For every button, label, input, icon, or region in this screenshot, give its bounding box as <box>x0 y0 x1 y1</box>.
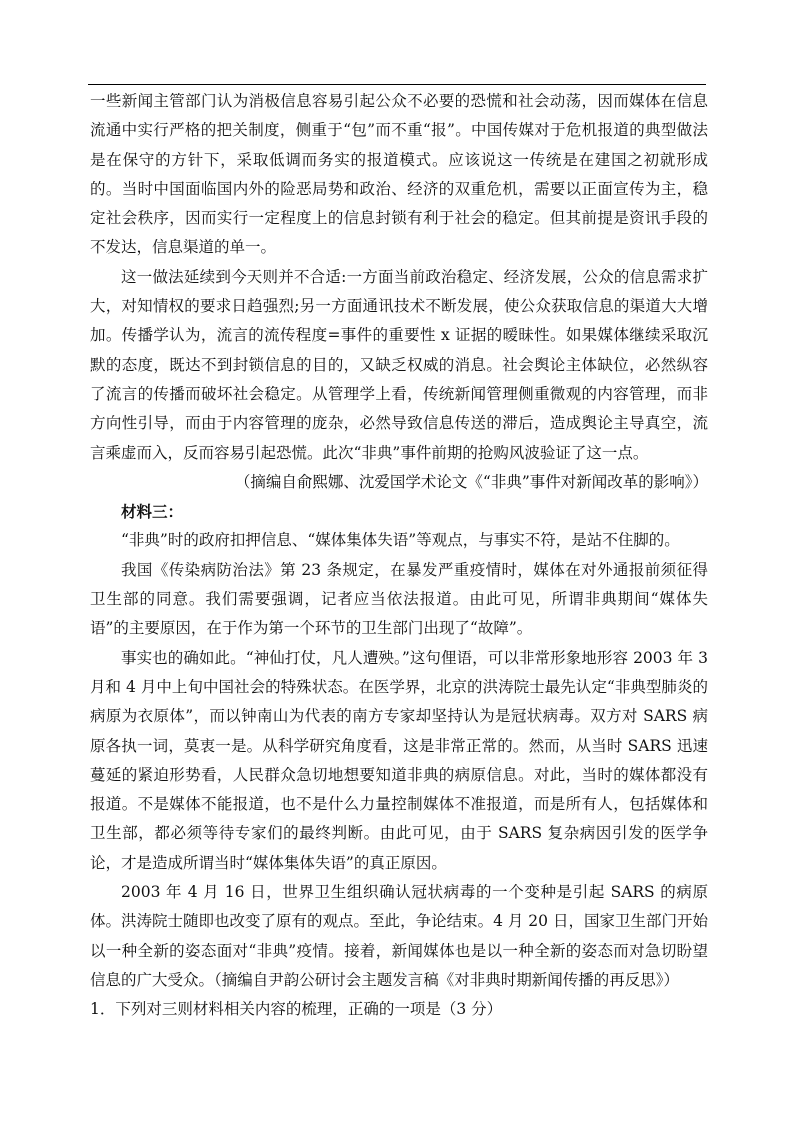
top-rule <box>88 84 706 85</box>
question-1: 1．下列对三则材料相关内容的梳理，正确的一项是（3 分） <box>90 1000 503 1019</box>
paragraph-facts: 事实也的确如此。“神仙打仗，凡人遭殃。”这句俚语，可以非常形象地形容 2003 年 3 月和 4 月中上旬中国社会的特殊状态。在医学界，北京的洪涛院士最先认定“非典型肺炎的病原为衣原体”，而以钟南山为代表的南方专家却坚持认为是冠状病毒。双方对 SARS 病原各执一词，莫衷一是。从科学研究角度看，这是非常正常的。然而，从当时 SARS 迅速蔓延的紧迫形势看，人民群众急切地想要知道非典的病原信息。对此，当时的媒体都没有报道。不是媒体不能报道，也不是什么力量控制媒体不准报道，而是所有人，包括媒体和卫生部，都必须等待专家们的最终判断。由此可见，由于 SARS 复杂病因引发的医学争论，才是造成所谓当时“媒体集体失语”的真正原因。 <box>90 648 708 872</box>
paragraph-continuation: 一些新闻主管部门认为消极信息容易引起公众不必要的恐慌和社会动荡，因而媒体在信息流通中实行严格的把关制度，侧重于“包”而不重“报”。中国传媒对于危机报道的典型做法是在保守的方针下，采取低调而务实的报道模式。应该说这一传统是在建国之初就形成的。当时中国面临国内外的险恶局势和政治、经济的双重危机，需要以正面宣传为主，稳定社会秩序，因而实行一定程度上的信息封锁有利于社会的稳定。但其前提是资讯手段的不发达，信息渠道的单一。 <box>90 92 708 257</box>
paragraph-thesis: “非典”时的政府扣押信息、“媒体集体失语”等观点，与事实不符，是站不住脚的。 <box>121 531 680 550</box>
paragraph-conclusion: 2003 年 4 月 16 日，世界卫生组织确认冠状病毒的一个变种是引起 SARS 的病原体。洪涛院士随即也改变了原有的观点。至此，争论结束。4 月 20 日，国家卫生部门开始以一种全新的姿态面对“非典”疫情。接着，新闻媒体也是以一种全新的姿态而对急切盼望信息的广大受众。（摘编自尹韵公研讨会主题发言稿《对非典时期新闻传播的再反思》） <box>90 883 708 989</box>
source-citation: （摘编自俞熙娜、沈爱国学术论文《“非典”事件对新闻改革的影响》） <box>234 472 708 491</box>
paragraph-law: 我国《传染病防治法》第 23 条规定，在暴发严重疫情时，媒体在对外通报前须征得卫生部的同意。我们需要强调，记者应当依法报道。由此可见，所谓非典期间“媒体失语”的主要原因，在于作为第一个环节的卫生部门出现了“故障”。 <box>90 560 708 638</box>
paragraph-argument: 这一做法延续到今天则并不合适:一方面当前政治稳定、经济发展，公众的信息需求扩大，对知情权的要求日趋强烈;另一方面通讯技术不断发展，使公众获取信息的渠道大大增加。传播学认为，流言的流传程度=事件的重要性 x 证据的暧昧性。如果媒体继续采取沉默的态度，既达不到封锁信息的目的，又缺乏权威的消息。社会舆论主体缺位，必然纵容了流言的传播而破坏社会稳定。从管理学上看，传统新闻管理侧重微观的内容管理，而非方向性引导，而由于内容管理的庞杂，必然导致信息传送的滞后，造成舆论主导真空，流言乘虚而入，反而容易引起恐慌。此次“非典”事件前期的抢购风波验证了这一点。 <box>90 267 708 462</box>
document-body <box>90 87 708 1025</box>
material-three-heading: 材料三： <box>121 502 184 522</box>
